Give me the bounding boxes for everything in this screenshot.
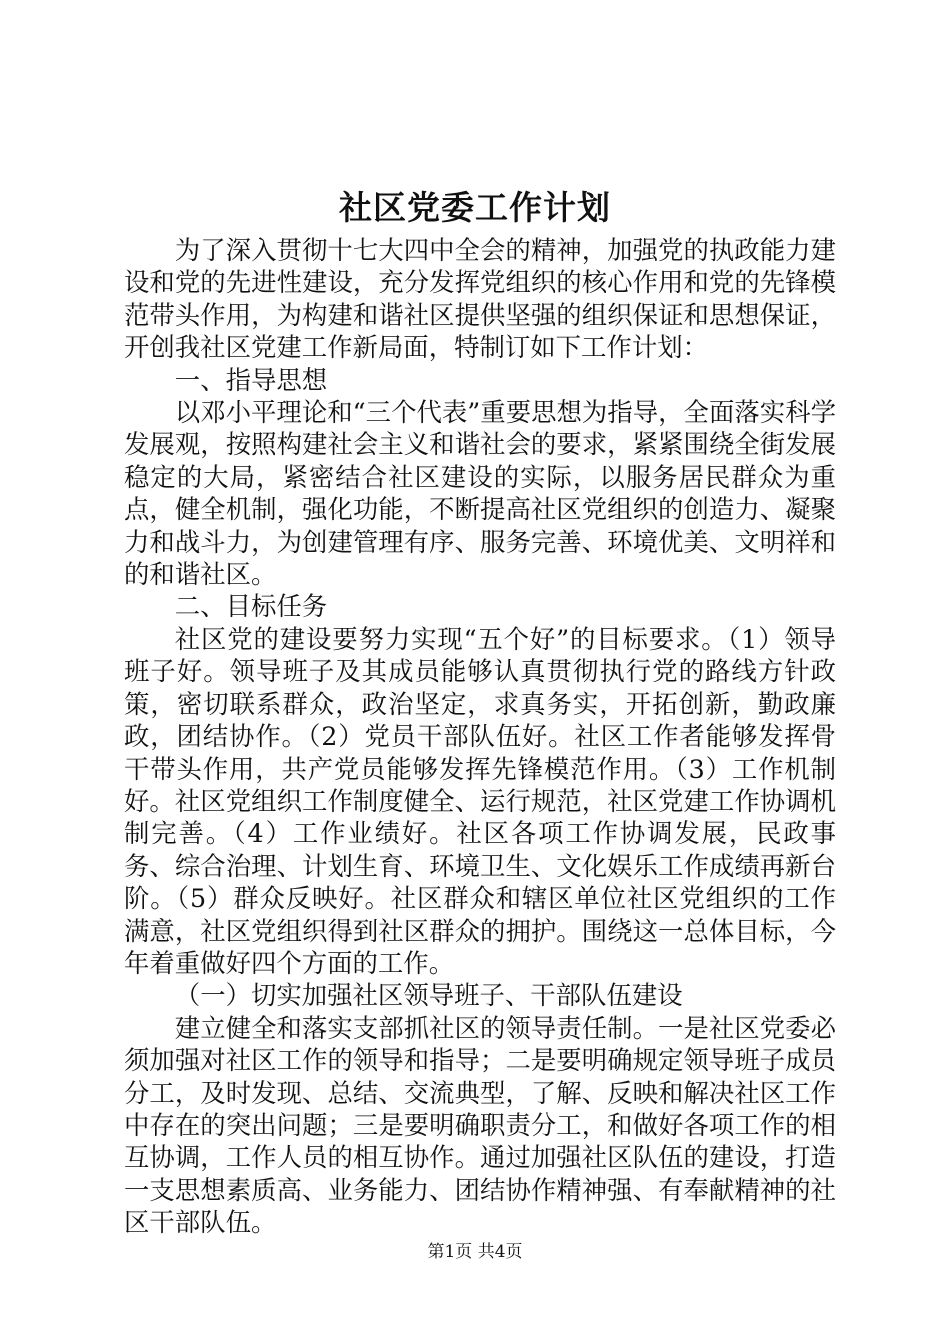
heading-guiding-thought: 一、指导思想 [174, 364, 328, 395]
document-title: 社区党委工作计划 [339, 188, 611, 227]
heading-goals-tasks: 二、目标任务 [174, 591, 328, 622]
document-body [124, 234, 836, 1239]
paragraph-goals-tasks: 社区党的建设要努力实现“五个好”的目标要求。（1）领导班子好。领导班子及其成员能够认真贯彻执行党的路线方针政策，密切联系群众，政治坚定，求真务实，开拓创新，勤政廉政，团结协作。（2）党员干部队伍好。社区工作者能够发挥骨干带头作用，共产党员能够发挥先锋模范作用。（3）工作机制好。社区党组织工作制度健全、运行规范，社区党建工作协调机制完善。（4）工作业绩好。社区各项工作协调发展，民政事务、综合治理、计划生育、环境卫生、文化娱乐工作成绩再新台阶。（5）群众反映好。社区群众和辖区单位社区党组织的工作满意，社区党组织得到社区群众的拥护。围绕这一总体目标，今年着重做好四个方面的工作。 [124, 623, 836, 978]
heading-leadership-team: （一）切实加强社区领导班子、干部队伍建设 [174, 980, 683, 1011]
paragraph-intro: 为了深入贯彻十七大四中全会的精神，加强党的执政能力建设和党的先进性建设，充分发挥党组织的核心作用和党的先锋模范带头作用，为构建和谐社区提供坚强的组织保证和思想保证，开创我社区党建工作新局面，特制订如下工作计划： [124, 235, 836, 363]
paragraph-guiding-thought: 以邓小平理论和“三个代表”重要思想为指导，全面落实科学发展观，按照构建社会主义和谐社会的要求，紧紧围绕全街发展稳定的大局，紧密结合社区建设的实际，以服务居民群众为重点，健全机制，强化功能，不断提高社区党组织的创造力、凝聚力和战斗力，为创建管理有序、服务完善、环境优美、文明祥和的和谐社区。 [124, 397, 836, 590]
paragraph-leadership-team: 建立健全和落实支部抓社区的领导责任制。一是社区党委必须加强对社区工作的领导和指导；二是要明确规定领导班子成员分工，及时发现、总结、交流典型，了解、反映和解决社区工作中存在的突出问题；三是要明确职责分工，和做好各项工作的相互协调，工作人员的相互协作。通过加强社区队伍的建设，打造一支思想素质高、业务能力、团结协作精神强、有奉献精神的社区干部队伍。 [124, 1012, 836, 1238]
page-footer: 第1页 共4页 [427, 1242, 523, 1262]
